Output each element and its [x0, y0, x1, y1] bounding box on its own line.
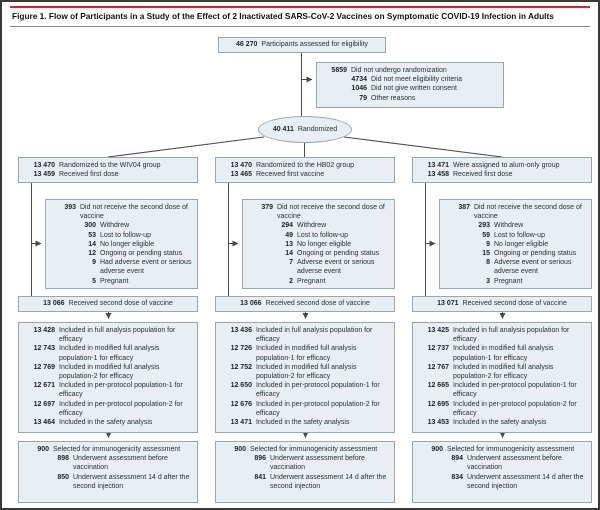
flow-entry — [417, 344, 587, 362]
flow-entry — [247, 258, 390, 276]
count: 13 066 — [240, 300, 262, 308]
group2-second-dose-box — [215, 296, 395, 312]
flow-entry — [417, 418, 587, 427]
count: 898 — [57, 455, 69, 463]
flow-entry — [444, 231, 587, 240]
label: Withdrew — [100, 222, 130, 230]
label: Randomized to the WIV04 group — [59, 162, 161, 169]
flow-entry — [417, 381, 587, 399]
count: 12 — [88, 250, 96, 258]
flow-entry — [444, 277, 587, 286]
flow-entry — [23, 363, 193, 381]
label: Received first dose — [59, 171, 119, 179]
label: Included in modified full analysis population-1 for efficacy — [453, 345, 554, 362]
group3-immunogenicity-box — [412, 441, 592, 503]
flow-entry — [321, 66, 499, 75]
label: Did not undergo randomization — [351, 67, 447, 74]
flow-entry — [23, 326, 193, 344]
label: Randomized to the HB02 group — [256, 162, 355, 169]
count: 13 436 — [230, 327, 252, 334]
flow-entry — [247, 221, 390, 230]
label: Ongoing or pending status — [297, 250, 380, 258]
count: 12 767 — [427, 363, 449, 371]
flow-entry — [50, 221, 193, 230]
label: Were assigned to alum-only group — [453, 162, 560, 169]
label: Did not receive the second dose of vaccine — [277, 204, 385, 221]
label: Ongoing or pending status — [100, 250, 183, 258]
flow-entry — [417, 454, 587, 472]
group3-second-dose-box — [412, 296, 592, 312]
group2-assignment-box — [215, 157, 395, 183]
flow-entry — [23, 400, 193, 418]
count: 4734 — [351, 76, 367, 84]
count: 1046 — [351, 85, 367, 93]
label: Pregnant — [494, 277, 523, 285]
count: 900 — [37, 446, 49, 453]
label: Included in modified full analysis population-1 for efficacy — [256, 345, 357, 362]
count: 5 — [92, 277, 96, 285]
label: Included in full analysis population for efficacy — [453, 327, 570, 344]
count: 2 — [289, 277, 293, 285]
label: Included in the safety analysis — [453, 419, 547, 427]
group3-assignment-box — [412, 157, 592, 183]
flow-entry — [23, 161, 193, 170]
count: 15 — [482, 250, 490, 258]
count: 894 — [451, 455, 463, 463]
label: Underwent assessment 14 d after the second injection — [73, 473, 190, 490]
count: 841 — [254, 473, 266, 481]
flow-entry — [23, 381, 193, 399]
flow-entry — [220, 326, 390, 344]
flow-entry — [23, 170, 193, 179]
label: Underwent assessment before vaccination — [73, 455, 168, 472]
label: Selected for immunogenicity assessment — [53, 446, 181, 453]
count: 12 743 — [33, 345, 55, 353]
count: 293 — [478, 222, 490, 230]
count: 53 — [88, 231, 96, 239]
flow-entry — [444, 258, 587, 276]
count: 900 — [431, 446, 443, 453]
flow-entry — [220, 445, 390, 454]
flow-entry — [23, 344, 193, 362]
flow-entry — [220, 418, 390, 427]
group3-no-second-dose-box — [439, 199, 592, 289]
count: 13 470 — [33, 162, 55, 169]
label: Included in modified full analysis population-2 for efficacy — [453, 363, 554, 381]
flow-entry — [220, 344, 390, 362]
count: 79 — [359, 94, 367, 102]
count: 900 — [234, 446, 246, 453]
title-divider — [10, 26, 590, 27]
flow-entry — [444, 221, 587, 230]
label: Selected for immunogenicity assessment — [250, 446, 378, 453]
label: Included in per-protocol population-1 for efficacy — [256, 382, 380, 399]
figure-title: Figure 1. Flow of Participants in a Study of the Effect of 2 Inactivated SARS-CoV-2 Vaccines on Symptomatic COVID-19 Infection in Adults — [12, 11, 554, 21]
count: 896 — [254, 455, 266, 463]
group1-analysis-box — [18, 322, 198, 433]
count: 13 — [285, 240, 293, 248]
flow-entry — [23, 418, 193, 427]
flow-entry — [50, 231, 193, 240]
count: 13 066 — [43, 300, 65, 308]
label: Included in modified full analysis population-2 for efficacy — [256, 363, 357, 381]
count: 393 — [64, 204, 76, 211]
count: 13 471 — [230, 419, 252, 427]
flow-entry — [247, 277, 390, 286]
flow-entry — [50, 249, 193, 258]
group2-no-second-dose-box — [242, 199, 395, 289]
eligibility-box — [218, 37, 386, 53]
count: 387 — [458, 204, 470, 211]
label: Withdrew — [494, 222, 524, 230]
flow-entry — [220, 363, 390, 381]
count: 7 — [289, 259, 293, 267]
flow-entry — [23, 445, 193, 454]
label: Did not meet eligibility criteria — [371, 76, 463, 84]
count: 12 769 — [33, 363, 55, 371]
count: 850 — [57, 473, 69, 481]
count: 12 665 — [427, 382, 449, 390]
flow-entry — [321, 94, 499, 103]
label: Ongoing or pending status — [494, 250, 577, 258]
label: Included in full analysis population for efficacy — [256, 327, 373, 344]
count: 13 428 — [33, 327, 55, 334]
label: Included in the safety analysis — [256, 419, 350, 427]
label: Included in per-protocol population-1 for efficacy — [453, 382, 577, 399]
count: 13 471 — [427, 162, 449, 169]
label: Underwent assessment before vaccination — [270, 455, 365, 472]
group1-immunogenicity-box — [18, 441, 198, 503]
flow-entry — [321, 75, 499, 84]
label: Received first vaccine — [256, 171, 325, 179]
count: 9 — [486, 240, 490, 248]
count: 13 470 — [230, 162, 252, 169]
flow-entry — [220, 454, 390, 472]
label: Received second dose of vaccine — [462, 300, 567, 308]
accent-rule — [10, 6, 590, 8]
label: No longer eligible — [494, 240, 549, 248]
group3-analysis-box — [412, 322, 592, 433]
not-randomized-box — [316, 62, 504, 108]
count: 13 458 — [427, 171, 449, 179]
flow-entry — [50, 258, 193, 276]
group1-assignment-box — [18, 157, 198, 183]
group1-second-dose-box — [18, 296, 198, 312]
count: 13 425 — [427, 327, 449, 334]
label: Randomized — [297, 126, 338, 133]
label: Included in per-protocol population-2 for efficacy — [453, 400, 577, 417]
label: Pregnant — [100, 277, 129, 285]
count: 12 676 — [230, 400, 252, 408]
label: Did not receive the second dose of vaccine — [80, 204, 188, 221]
label: Other reasons — [371, 94, 416, 102]
flow-entry — [417, 326, 587, 344]
count: 13 071 — [437, 300, 459, 308]
flow-entry — [444, 203, 587, 221]
flow-entry — [50, 203, 193, 221]
count: 13 459 — [33, 171, 55, 179]
label: Did not receive the second dose of vaccine — [474, 204, 582, 221]
count: 300 — [84, 222, 96, 230]
count: 9 — [92, 259, 96, 267]
flow-entry — [220, 400, 390, 418]
count: 40 411 — [272, 126, 294, 133]
label: No longer eligible — [100, 240, 155, 248]
group2-analysis-box — [215, 322, 395, 433]
count: 13 465 — [230, 171, 252, 179]
flow-entry — [247, 240, 390, 249]
flow-entry — [417, 400, 587, 418]
label: Received second dose of vaccine — [68, 300, 173, 308]
group1-no-second-dose-box — [45, 199, 198, 289]
label: Adverse event or serious adverse event — [494, 259, 572, 276]
label: Lost to follow-up — [297, 231, 348, 239]
flow-entry — [247, 249, 390, 258]
count: 12 695 — [427, 400, 449, 408]
flow-entry — [247, 231, 390, 240]
label: Adverse event or serious adverse event — [297, 259, 375, 276]
flow-entry — [417, 473, 587, 491]
label: Included in full analysis population for efficacy — [59, 327, 176, 344]
label: Lost to follow-up — [100, 231, 151, 239]
count: 5859 — [331, 67, 347, 74]
label: Included in the safety analysis — [59, 419, 153, 427]
label: Underwent assessment 14 d after the second injection — [467, 473, 584, 490]
count: 14 — [88, 240, 96, 248]
flow-entry — [417, 445, 587, 454]
flow-entry — [220, 381, 390, 399]
count: 834 — [451, 473, 463, 481]
label: Selected for immunogenicity assessment — [447, 446, 575, 453]
count: 294 — [281, 222, 293, 230]
label: Underwent assessment 14 d after the second injection — [270, 473, 387, 490]
flow-entry — [23, 473, 193, 491]
count: 12 671 — [33, 382, 55, 390]
flow-entry — [50, 240, 193, 249]
group2-immunogenicity-box — [215, 441, 395, 503]
label: Included in modified full analysis population-2 for efficacy — [59, 363, 160, 381]
count: 13 464 — [33, 419, 55, 427]
flow-entry — [23, 454, 193, 472]
count: 12 726 — [230, 345, 252, 353]
label: Received first dose — [453, 171, 513, 179]
flow-entry — [247, 203, 390, 221]
count: 12 752 — [230, 363, 252, 371]
label: Participants assessed for eligibility — [261, 41, 369, 49]
label: Lost to follow-up — [494, 231, 545, 239]
randomized-oval — [258, 116, 352, 143]
label: Included in per-protocol population-2 for efficacy — [256, 400, 380, 417]
count: 46 270 — [235, 41, 258, 49]
label: Received second dose of vaccine — [265, 300, 370, 308]
label: Pregnant — [297, 277, 326, 285]
count: 379 — [261, 204, 273, 211]
label: Included in per-protocol population-2 for efficacy — [59, 400, 183, 417]
label: Underwent assessment before vaccination — [467, 455, 562, 472]
flow-entry — [417, 363, 587, 381]
flow-entry — [50, 277, 193, 286]
label: Did not give written consent — [371, 85, 457, 93]
count: 12 737 — [427, 345, 449, 353]
label: No longer eligible — [297, 240, 352, 248]
label: Included in modified full analysis population-1 for efficacy — [59, 345, 160, 362]
flow-entry — [444, 240, 587, 249]
flow-entry — [220, 170, 390, 179]
label: Included in per-protocol population-1 for efficacy — [59, 382, 183, 399]
count: 12 697 — [33, 400, 55, 408]
flow-entry — [220, 473, 390, 491]
flow-entry — [220, 161, 390, 170]
flow-entry — [321, 84, 499, 93]
label: Had adverse event or serious adverse event — [100, 259, 192, 276]
count: 12 650 — [230, 382, 252, 390]
flow-entry — [417, 170, 587, 179]
count: 14 — [285, 250, 293, 258]
label: Withdrew — [297, 222, 327, 230]
count: 59 — [482, 231, 490, 239]
count: 49 — [285, 231, 293, 239]
count: 13 453 — [427, 419, 449, 427]
flow-entry — [444, 249, 587, 258]
count: 8 — [486, 259, 490, 267]
flow-entry — [417, 161, 587, 170]
count: 3 — [486, 277, 490, 285]
